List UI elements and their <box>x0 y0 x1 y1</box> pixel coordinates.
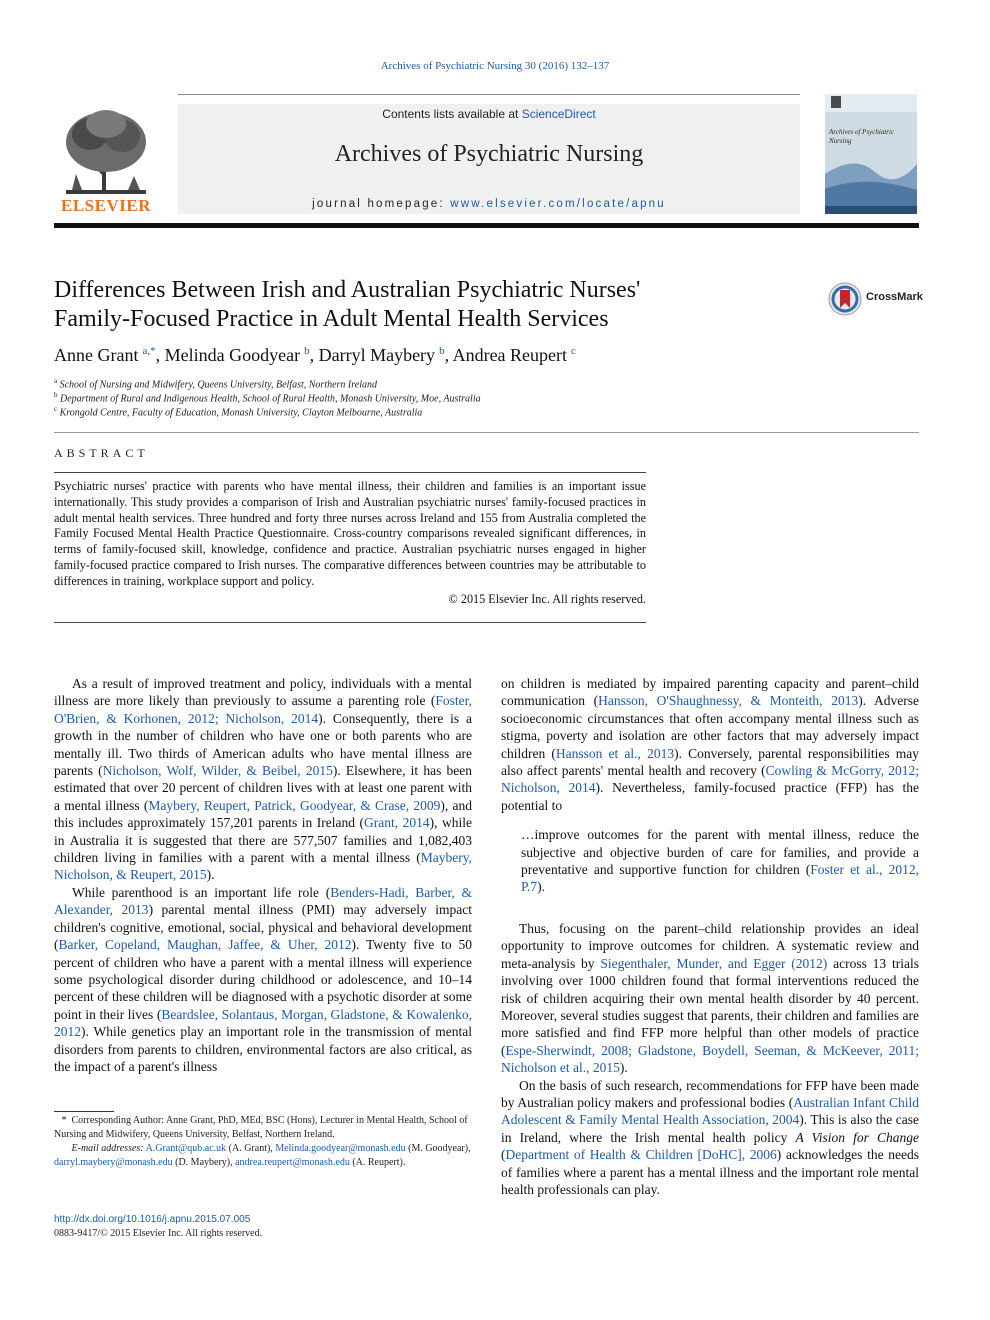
contents-line <box>178 107 800 121</box>
body-text: ). <box>619 1060 628 1076</box>
author-list <box>54 345 576 366</box>
body-text: ). Nevertheless, family-focused practice (FFP) has the potential to <box>501 780 919 813</box>
citation-link[interactable]: Foster et al., 2012, P.7 <box>521 862 919 895</box>
crossmark-label[interactable]: CrossMark <box>866 291 923 303</box>
publisher-wordmark: ELSEVIER <box>61 196 151 215</box>
citation-link[interactable]: Benders-Hadi, Barber, & Alexander, 2013 <box>54 884 472 918</box>
author-name: Melinda Goodyear <box>164 345 301 365</box>
email-owner: (A. Grant), <box>228 1143 273 1154</box>
citation-link[interactable]: Beardslee, Solantaus, Morgan, Gladstone, & Kowalenko, 2012 <box>54 1006 472 1040</box>
email-addresses <box>54 1142 474 1170</box>
email-owner: (M. Goodyear), <box>408 1143 471 1154</box>
abstract-top-rule <box>54 472 646 473</box>
corresponding-author-text: Corresponding Author: Anne Grant, PhD, MEd, BSC (Hons), Lecturer in Mental Health, School of Nursing and Midwifery, Queens University, Belfast, Northern Ireland. <box>54 1115 468 1140</box>
journal-cover-image <box>825 94 917 214</box>
citation-link[interactable]: Hansson, O'Shaughnessy, & Monteith, 2013 <box>598 693 859 709</box>
affiliation-b <box>54 391 481 404</box>
body-text: ) acknowledges the needs of families where a parent has a mental illness and the important role mental health professionals can play. <box>501 1147 919 1197</box>
contents-prefix: Contents lists available at <box>382 107 522 121</box>
header-divider <box>178 94 800 95</box>
sciencedirect-link[interactable]: ScienceDirect <box>521 107 596 121</box>
email-owner: (D. Maybery), <box>175 1157 233 1168</box>
issn-copyright: 0883-9417/© 2015 Elsevier Inc. All rights reserved. <box>54 1228 263 1239</box>
abstract-heading: ABSTRACT <box>54 446 149 460</box>
journal-title: Archives of Psychiatric Nursing <box>334 141 644 167</box>
body-paragraph <box>501 1077 919 1199</box>
citation-link[interactable]: Cowling & McGorry, 2012; Nicholson, 2014 <box>501 763 919 796</box>
cover-title: Archives of Psychiatric Nursing <box>829 128 895 145</box>
citation-link[interactable]: Grant, 2014 <box>364 815 430 831</box>
body-text: across 13 trials involving over 1000 children found that formal interventions reduced the risk of children acquiring their own mental health disorder by 40 percent. Moreover, several studies suggest that parents, their children and families are more satisfied and find FFP more helpful than other models of practice ( <box>501 955 919 1058</box>
citation-link[interactable]: Maybery, Nicholson, & Reupert, 2015 <box>54 850 472 883</box>
homepage-link[interactable]: www.elsevier.com/locate/apnu <box>450 198 666 210</box>
author-separator: , <box>444 345 453 365</box>
author-affiliation-marker[interactable]: b <box>439 345 445 357</box>
author-affiliation-marker[interactable]: c <box>571 345 576 357</box>
email-label: E-mail addresses: <box>71 1143 144 1154</box>
email-owner: (A. Reupert). <box>352 1157 406 1168</box>
body-paragraph <box>501 920 919 1077</box>
body-text: As a result of improved treatment and policy, individuals with a mental illness are more likely than previously to assume a parenting role ( <box>54 676 472 709</box>
asterisk-marker: * <box>61 1115 67 1126</box>
affiliation-a <box>54 377 377 390</box>
footnotes <box>54 1114 474 1170</box>
email-link[interactable]: A.Grant@qub.ac.uk <box>145 1143 227 1154</box>
body-text: ). Consequently, there is a growth in the number of children who have one or both parents who are mentally ill. Two thirds of American adults who have mental illness are parents ( <box>54 710 472 779</box>
homepage-prefix: journal homepage: <box>312 198 451 210</box>
body-paragraph <box>54 884 472 1075</box>
abstract-copyright: © 2015 Elsevier Inc. All rights reserved. <box>448 592 646 606</box>
block-quote <box>521 826 919 896</box>
body-text: ). <box>537 879 546 895</box>
cover-art-icon <box>825 94 917 214</box>
body-text: While parenthood is an important life role ( <box>72 884 331 900</box>
email-link[interactable]: andrea.reupert@monash.edu <box>235 1157 350 1168</box>
affiliation-a-key: a <box>54 377 58 385</box>
corresponding-author-note <box>54 1114 474 1142</box>
body-text: ). Twenty five to 50 percent of children who have a parent with a mental illness will experience some psychological disorder during childhood or adolescence, and 10–14 percent of these children will be diagnosed with a psychotic disorder at some point in their lives ( <box>54 937 472 1022</box>
body-text: on children is mediated by impaired parenting capacity and parent–child communication ( <box>501 676 919 709</box>
article-title <box>54 276 794 334</box>
affiliation-b-key: b <box>54 391 58 399</box>
citation-link[interactable]: Nicholson, Wolf, Wilder, & Beibel, 2015 <box>102 763 333 779</box>
citation-link[interactable]: Siegenthaler, Munder, and Egger (2012) <box>600 955 828 971</box>
body-text: ) parental mental illness (PMI) may adversely impact children's cognitive, emotional, social, physical and behavioral development ( <box>54 902 472 953</box>
citation-link[interactable]: Espe-Sherwindt, 2008; Gladstone, Boydell, Seeman, & McKeever, 2011; Nicholson et al., 2015 <box>501 1042 919 1076</box>
affiliation-divider <box>54 432 919 433</box>
author-name: Andrea Reupert <box>452 345 568 365</box>
citation-link[interactable]: Maybery, Reupert, Patrick, Goodyear, & Crase, 2009 <box>148 797 441 813</box>
doi-link[interactable]: http://dx.doi.org/10.1016/j.apnu.2015.07.005 <box>54 1214 251 1225</box>
body-text: ). While genetics play an important role in the transmission of mental disorders from parents to children, environmental factors are also critical, as the impact of a parent's illness <box>54 1024 472 1074</box>
citation-link[interactable]: Department of Health & Children [DoHC], 2006 <box>505 1147 777 1163</box>
body-text: ). Conversely, parental responsibilities may also affect parents' mental health and recovery ( <box>501 745 919 779</box>
author-affiliation-marker[interactable]: b <box>304 345 310 357</box>
citation-link[interactable]: Hansson et al., 2013 <box>555 745 675 761</box>
affiliation-b-text: Department of Rural and Indigenous Health, School of Rural Health, Monash University, Moe, Australia <box>60 393 481 405</box>
body-text: …improve outcomes for the parent with mental illness, reduce the subjective and objective burden of care for families, and provide a preventative and supportive function for children ( <box>521 827 919 878</box>
body-text: On the basis of such research, recommendations for FFP have been made by Australian policy makers and professional bodies ( <box>501 1077 919 1110</box>
body-text: ). Elsewhere, it has been estimated that over 20 percent of children lives with at least one parent with a mental illness ( <box>54 763 472 813</box>
affiliation-c-text: Krongold Centre, Faculty of Education, Monash University, Clayton Melbourne, Australia <box>59 407 423 419</box>
abstract-bottom-rule <box>54 622 646 623</box>
article-title-line-2: Family-Focused Practice in Adult Mental Health Services <box>54 306 609 332</box>
header-thick-rule <box>54 223 919 228</box>
body-text: ). This is also the case in Ireland, where the Irish mental health policy <box>501 1112 919 1145</box>
author-affiliation-marker[interactable]: a,* <box>142 345 156 357</box>
author-name: Darryl Maybery <box>318 345 436 365</box>
running-head[interactable]: Archives of Psychiatric Nursing 30 (2016) 132–137 <box>380 60 610 72</box>
body-text: ), and this includes approximately 157,201 parents in Ireland ( <box>54 797 472 831</box>
email-link[interactable]: darryl.maybery@monash.edu <box>54 1157 173 1168</box>
article-title-line-1: Differences Between Irish and Australian Psychiatric Nurses' <box>54 277 641 303</box>
author-separator: , <box>155 345 165 365</box>
body-text: ( <box>501 1147 506 1163</box>
crossmark-icon[interactable] <box>828 282 862 316</box>
body-column-right <box>501 675 919 1198</box>
affiliation-a-text: School of Nursing and Midwifery, Queens University, Belfast, Northern Ireland <box>59 379 377 391</box>
body-paragraph <box>501 675 919 814</box>
footnote-rule <box>54 1111 114 1112</box>
citation-link[interactable]: Australian Infant Child Adolescent & Family Mental Health Association, 2004 <box>501 1094 919 1128</box>
author-separator: , <box>309 345 319 365</box>
body-column-left <box>54 675 472 1075</box>
affiliation-c-key: c <box>54 405 58 413</box>
citation-link[interactable]: Foster, O'Brien, & Korhonen, 2012; Nicholson, 2014 <box>54 693 472 726</box>
body-text: Thus, focusing on the parent–child relationship provides an ideal opportunity to improve outcomes for children. A systematic review and meta-analysis by <box>501 920 919 971</box>
author-name: Anne Grant <box>54 345 139 365</box>
body-text: ), while in Australia it is suggested that there are 577,507 families and 1,082,403 children living in families with a parent with a mental illness ( <box>54 815 472 866</box>
body-text: ). Adverse socioeconomic circumstances that often accompany mental illness such as stigma, poverty and isolation are other factors that may adversely impact children ( <box>501 693 919 761</box>
abstract-text: Psychiatric nurses' practice with parents who have mental illness, their children and families is an important issue internationally. This study provides a comparison of Irish and Australian psychiatric nurses' family-focused practices in adult mental health services. Three hundred and forty three nurses across Ireland and 155 from Australia completed the Family Focused Mental Health Practice Questionnaire. Cross-country comparisons revealed significant differences, in terms of family-focused skill, knowledge, confidence and practice. Australian psychiatric nurses engaged in higher family-focused practice compared to Irish nurses. The comparative differences between countries may be attributable to differences in training, workplace support and policy. <box>54 479 646 588</box>
body-paragraph <box>54 675 472 884</box>
citation-link[interactable]: Barker, Copeland, Maughan, Jaffee, & Uher, 2012 <box>58 937 352 953</box>
email-link[interactable]: Melinda.goodyear@monash.edu <box>275 1143 406 1154</box>
italic-title: A Vision for Change <box>795 1129 919 1145</box>
affiliation-c <box>54 405 422 418</box>
body-text: ). <box>206 867 215 883</box>
journal-homepage-line <box>178 198 800 210</box>
